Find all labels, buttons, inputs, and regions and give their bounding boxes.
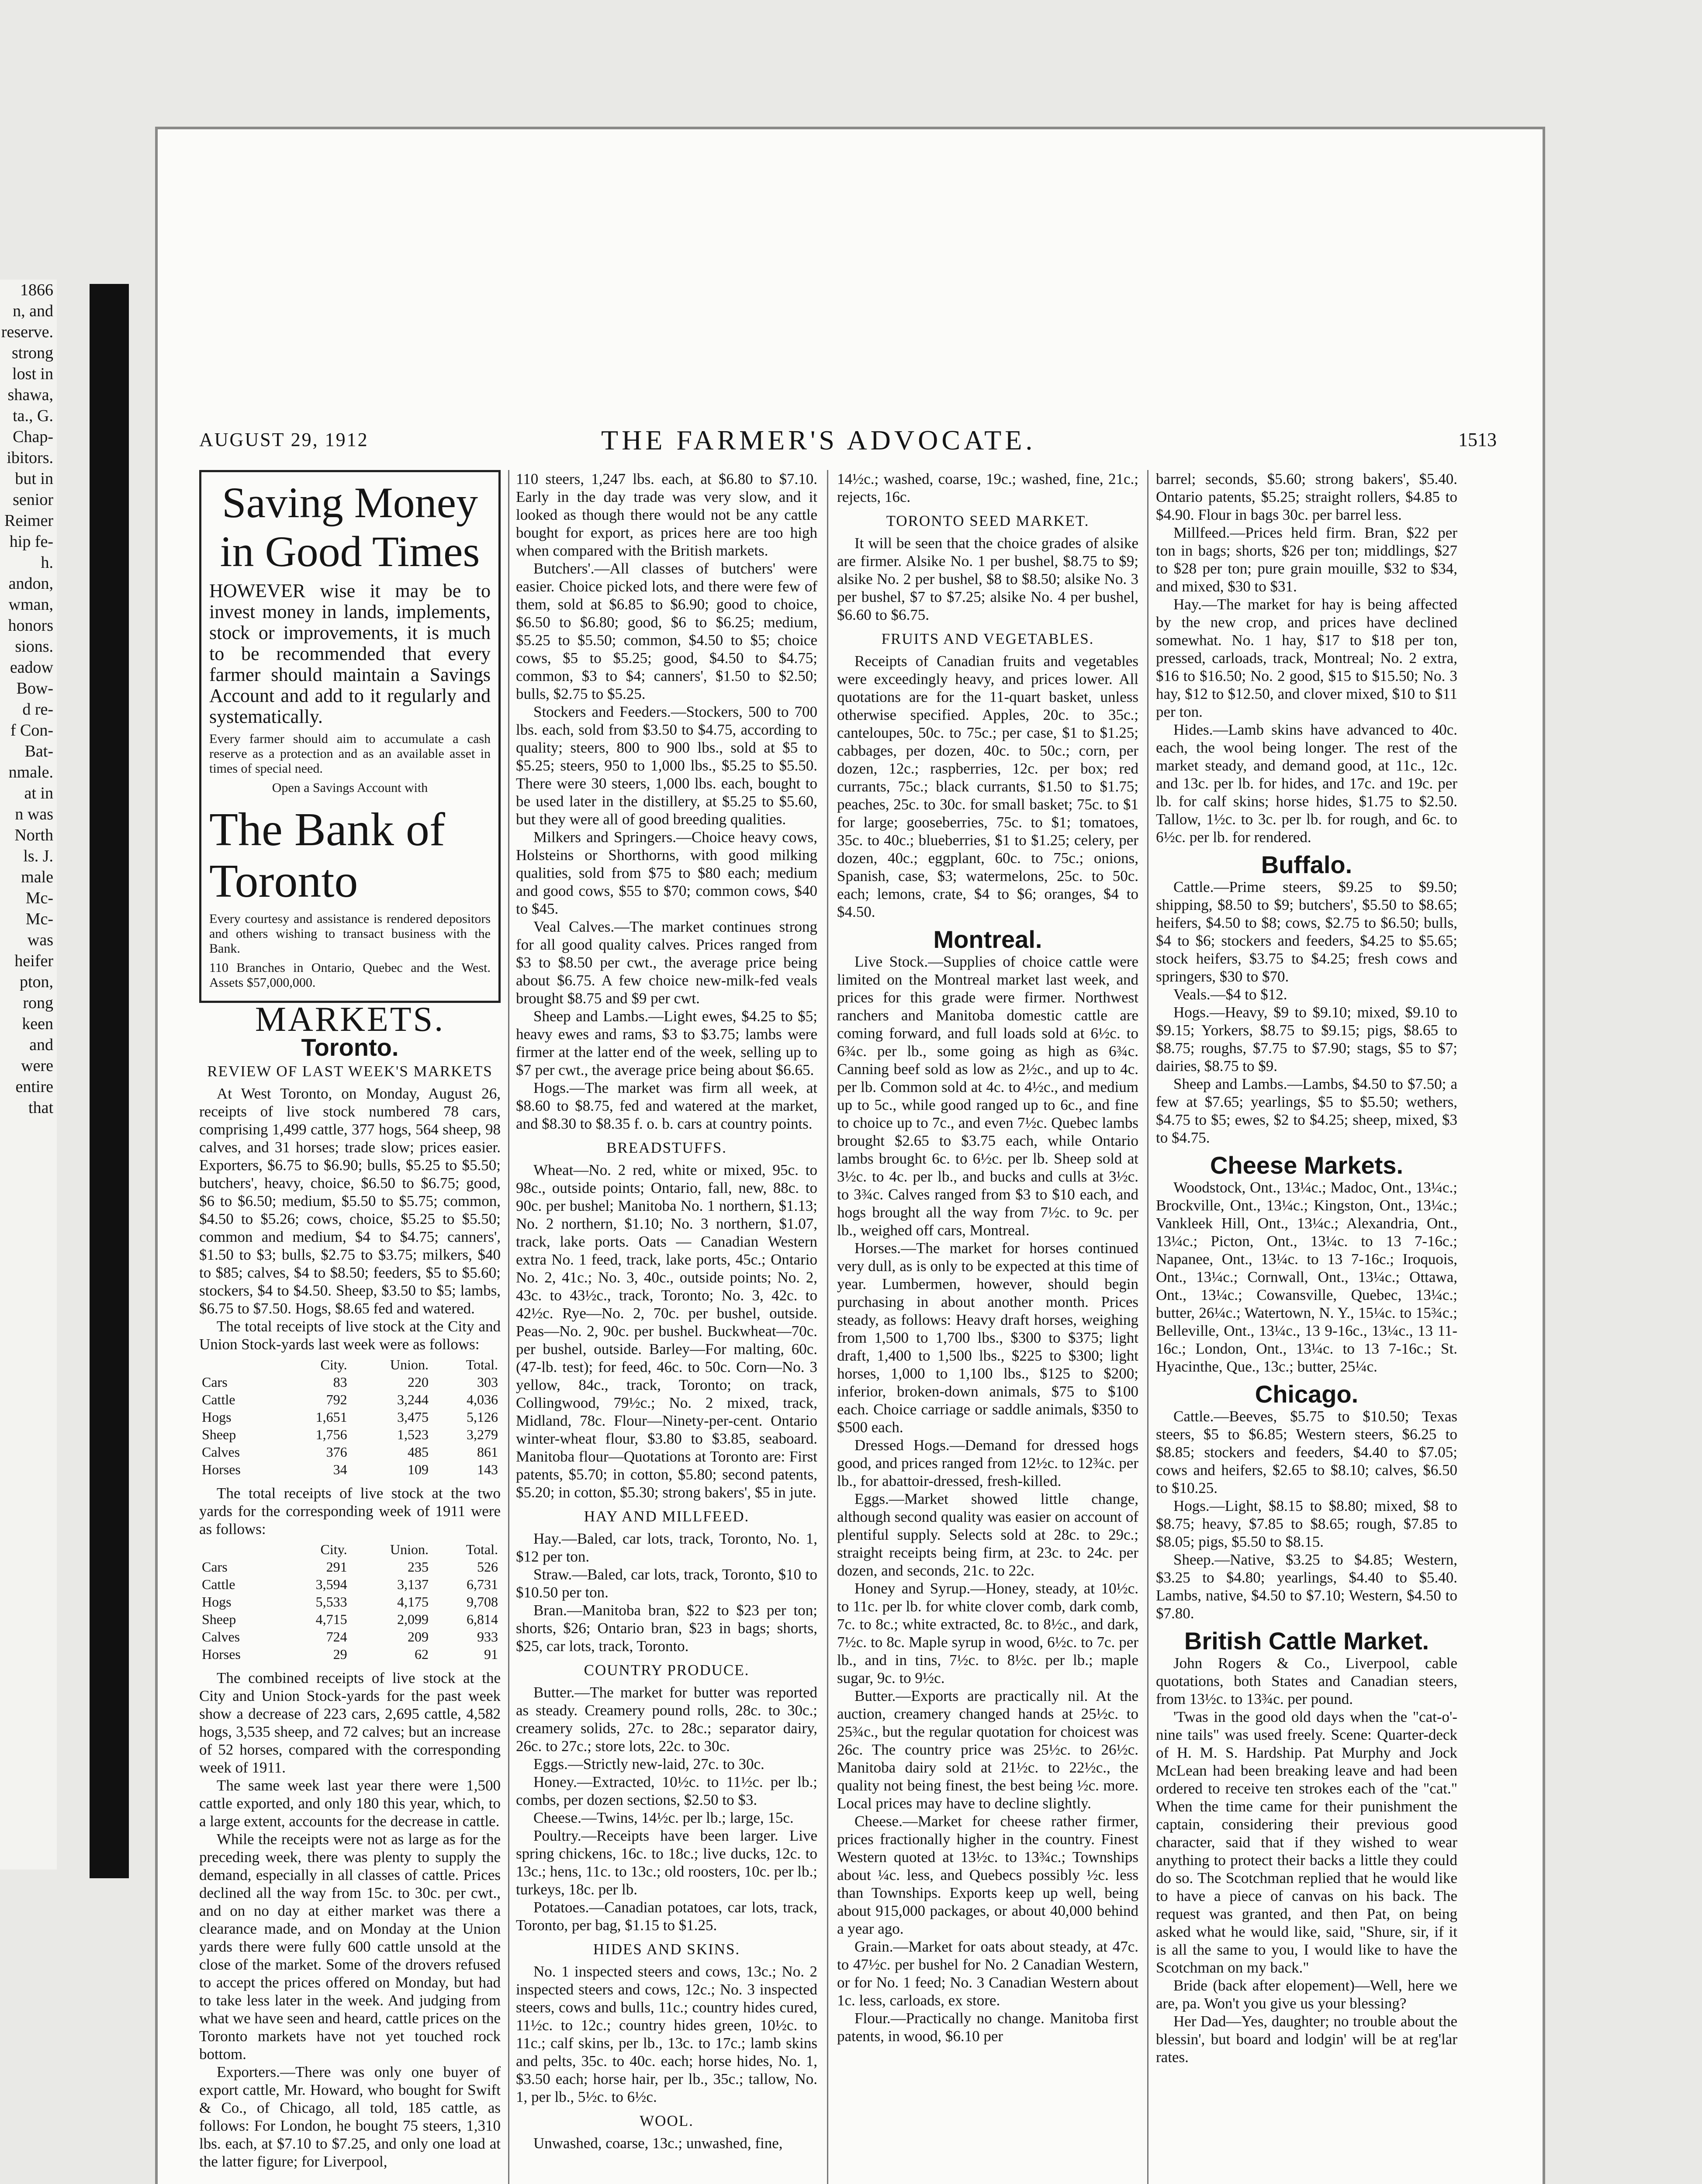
- article-paragraph: Exporters.—There was only one buyer of export cattle, Mr. Howard, who bought for Swift & Co., of Chicago, all told, 185 cattle, as follows: For London, he bought 75 steers, 1,310 lbs. each, at $7.10 to $7.25, and only one load at the latter figure; for Liverpool,: [199, 2063, 501, 2170]
- table-cell: 1,756: [315, 1427, 347, 1442]
- article-paragraph: Hay.—The market for hay is being affected by the new crop, and prices have declined somewhat. No. 1 hay, $17 to $18 per ton, pressed, carloads, track, Montreal; No. 2 extra, $16 to $16.50; No. 2 good, $15 to $15.50; No. 3 hay, $12 to $12.50, and clover mixed, $10 to $11 per ton.: [1156, 596, 1457, 720]
- table-cell: 6,731: [467, 1576, 498, 1592]
- article-paragraph: The total receipts of live stock at the two yards for the corresponding week of 1911 were as follows:: [199, 1485, 501, 1538]
- table-cell: 4,175: [397, 1594, 429, 1610]
- prev-page-line: rong: [23, 994, 53, 1012]
- article-paragraph: Hides.—Lamb skins have advanced to 40c. each, the wool being longer. The rest of the market steady, and demand good, at 11c., 12c. and 13c. per lb. for hides, and 17c. and 19c. per lb. for calf skins; horse hides, $1.75 to $2.50. Tallow, 1½c. to 3c. per lb. for rough, and 6c. to 6½c. per lb. for rendered.: [1156, 721, 1457, 846]
- column-3: [837, 470, 1138, 2045]
- prev-page-line: but in: [15, 470, 53, 488]
- table-cell: 933: [477, 1629, 498, 1645]
- article-paragraph: Poultry.—Receipts have been larger. Live spring chickens, 16c. to 18c.; live ducks, 12c. to 13c.; hens, 11c. to 13c.; old roosters, 10c. per lb.; turkeys, 18c. per lb.: [516, 1827, 817, 1898]
- book-spine: [90, 284, 129, 1878]
- prev-page-line: keen: [22, 1015, 53, 1033]
- table-cell: 3,137: [397, 1576, 429, 1592]
- table-header: Total.: [466, 1357, 498, 1372]
- table-cell: Horses: [202, 1646, 241, 1662]
- prev-page-line: pton,: [19, 973, 53, 991]
- table-cell: Cars: [202, 1374, 228, 1390]
- prev-page-line: Reimer: [4, 511, 53, 530]
- table-cell: 209: [407, 1629, 429, 1645]
- table-header: [199, 1541, 281, 1558]
- article-paragraph: Stockers and Feeders.—Stockers, 500 to 700 lbs. each, sold from $3.50 to $4.75, according to quality; steers, 800 to 900 lbs., sold at $5 to $5.25; steers, 950 to 1,000 lbs., $5.25 to $5.50. There were 30 steers, 1,000 lbs. each, bought to be used later in the distillery, at $5.25 to $5.60, but they were all of good breeding qualities.: [516, 703, 817, 828]
- table-cell: Cattle: [202, 1392, 235, 1407]
- article-paragraph: Hogs.—Light, $8.15 to $8.80; mixed, $8 to $8.75; heavy, $7.85 to $8.65; rough, $7.85 to $8.05; pigs, $5.50 to $8.15.: [1156, 1497, 1457, 1550]
- prev-page-line: andon,: [8, 574, 53, 593]
- column-1: [199, 470, 501, 2170]
- article-paragraph: Butter.—The market for butter was reported as steady. Creamery pound rolls, 28c. to 30c.; creamery solids, 27c. to 28c.; separator dairy, 26c. to 27c.; store lots, 22c. to 30c.: [516, 1684, 817, 1755]
- table-header: Total.: [466, 1541, 498, 1557]
- article-paragraph: Her Dad—Yes, daughter; no trouble about the blessin', but board and lodgin' will be at reg'lar rates.: [1156, 2013, 1457, 2066]
- page-number: 1513: [1458, 429, 1497, 450]
- previous-page-edge: [0, 280, 57, 1870]
- table-cell: 3,475: [397, 1409, 429, 1425]
- table-row: [199, 1408, 501, 1426]
- table-cell: 376: [326, 1444, 347, 1460]
- prev-page-line: at in: [24, 784, 53, 802]
- prev-page-line: senior: [13, 491, 53, 509]
- subheading: TORONTO SEED MARKET.: [886, 512, 1090, 529]
- article-paragraph: At West Toronto, on Monday, August 26, receipts of live stock numbered 78 cars, comprising 1,499 cattle, 377 hogs, 564 sheep, 98 calves, and 31 horses; trade slow; prices easier. Exporters, $6.75 to $6.90; bulls, $5.25 to $5.50; butchers', heavy, choice, $6.50 to $6.75; good, $6 to $6.50; medium, $5.50 to $5.75; common, $4.50 to $5.26; cows, choice, $5.25 to $5.50; common and medium, $4 to $4.75; canners', $1.50 to $3; bulls, $2.75 to $3.75; milkers, $40 to $85; calves, $4 to $8.50; feeders, $5 to $5.60; stockers, $4 to $4.50. Sheep, $3.50 to $5; lambs, $6.75 to $7.50. Hogs, $8.65 fed and watered.: [199, 1085, 501, 1317]
- table-cell: 303: [477, 1374, 498, 1390]
- table-cell: 62: [414, 1646, 429, 1662]
- prev-page-line: strong: [12, 344, 53, 362]
- prev-page-line: Bat-: [24, 742, 53, 760]
- article-paragraph: Straw.—Baled, car lots, track, Toronto, $10 to $10.50 per ton.: [516, 1566, 817, 1601]
- prev-page-line: nmale.: [8, 763, 53, 781]
- prev-page-line: wman,: [8, 595, 53, 614]
- table-cell: 1,523: [397, 1427, 429, 1442]
- article-paragraph: Receipts of Canadian fruits and vegetables were exceedingly heavy, and prices lower. All quotations are for the 11-quart basket, unless otherwise specified. Apples, 20c. to 35c.; canteloupes, 50c. to 75c.; per case, $1 to $1.25; cabbages, per dozen, 40c. to 50c.; corn, per dozen, 12c.; raspberries, 12c. per box; red currants, 75c.; black currants, $1.50 to $1.75; peaches, 25c. to 30c. for small basket; 75c. to $1 for large; gooseberries, 75c. to $1; tomatoes, 35c. to 40c.; blueberries, $1 to $1.25; celery, per dozen, 40c.; eggplant, 60c. to 75c.; onions, Spanish, case, $3; watermelons, 25c. to 50c. each; lemons, crate, $4 to $6; oranges, $4 to $4.50.: [837, 653, 1138, 920]
- article-paragraph: Woodstock, Ont., 13¼c.; Madoc, Ont., 13¼c.; Brockville, Ont., 13¼c.; Kingston, Ont., 13¼c.; Vankleek Hill, Ont., 13¼c.; Alexandria, Ont., 13¼c.; Picton, Ont., 13¼c. to 13 7-16c.; Napanee, Ont., 13¼c. to 13 7-16c.; Iroquois, Ont., 13¼c.; Cornwall, Ont., 13¼c.; Ottawa, Ont., 13¼c.; Cowansville, Quebec, 13¼c.; butter, 26¼c.; Watertown, N. Y., 15¼c. to 15¾c.; Belleville, Ont., 13¼c., 13 9-16c., 13¼c., 13 11-16c.; London, Ont., 13¼c. to 13 7-16c.; St. Hyacinthe, Que., 13c.; butter, 25¼c.: [1156, 1179, 1457, 1375]
- article-paragraph: Milkers and Springers.—Choice heavy cows, Holsteins or Shorthorns, with good milking qualities, sold from $75 to $80 each; medium and good cows, $55 to $70; common cows, $40 to $45.: [516, 829, 817, 917]
- table-cell: 3,594: [315, 1576, 347, 1592]
- article-paragraph: Millfeed.—Prices held firm. Bran, $22 per ton in bags; shorts, $26 per ton; middlings, $27 to $28 per ton; pure grain mouille, $32 to $34, and mixed, $30 to $31.: [1156, 524, 1457, 595]
- receipts-table-1911: [199, 1541, 501, 1663]
- article-paragraph: Sheep and Lambs.—Lambs, $4.50 to $7.50; a few at $7.65; yearlings, $5 to $5.50; wethers, $4.75 to $5; ewes, $2 to $4.25; sheep, mixed, $3 to $4.75.: [1156, 1075, 1457, 1146]
- article-paragraph: While the receipts were not as large as for the preceding week, there was plenty to supply the demand, especially in all classes of cattle. Prices declined all the way from 15c. to 30c. per cwt., and on no day at either market was there a clearance made, and on Monday at the Union yards there were fully 600 cattle unsold at the close of the market. Some of the drovers refused to accept the prices offered on Monday, but had to take less later in the week. And judging from what we have seen and heard, cattle prices on the Toronto markets have not yet touched rock bottom.: [199, 1831, 501, 2063]
- ad-headline: Saving Money in Good Times: [220, 478, 480, 576]
- table-cell: 5,126: [467, 1409, 498, 1425]
- prev-page-line: entire: [15, 1078, 53, 1096]
- article-paragraph: Sheep and Lambs.—Light ewes, $4.25 to $5; heavy ewes and rams, $3 to $3.75; lambs were firmer at the latter end of the week, selling up to $7 per cwt., the average price being about $6.65.: [516, 1008, 817, 1078]
- table-cell: 861: [477, 1444, 498, 1460]
- table-header: [199, 1356, 281, 1373]
- column-rule: [1147, 470, 1149, 2184]
- article-paragraph: barrel; seconds, $5.60; strong bakers', $5.40. Ontario patents, $5.25; straight rollers, $4.85 to $4.90. Flour in bags 30c. per barrel less.: [1156, 470, 1457, 523]
- table-cell: 3,244: [397, 1392, 429, 1407]
- table-cell: 83: [333, 1374, 347, 1390]
- article-paragraph: 'Twas in the good old days when the "cat-o'-nine tails" was used freely. Scene: Quarter-deck of H. M. S. Hardship. Pat Murphy and Jock McLean had been breaking leave and had been ordered to receive ten strokes each of the "cat." When the time came for their punishment the captain, considering their previous good character, said that if they wished to wear anything to protect their backs a little they could do so. The Scotchman replied that he would like to have a piece of canvas on his back. The request was granted, and then Pat, on being asked what he would like, said, "Shure, sir, if it is all the same to you, I would like to have the Scotchman on my back.": [1156, 1708, 1457, 1976]
- table-cell: 34: [333, 1462, 347, 1477]
- table-cell: 792: [326, 1392, 347, 1407]
- ad-lead: HOWEVER wise it may be to invest money in lands, implements, stock or improvements, it is much to be recommended that every farmer should maintain a Savings Account and add to it regularly and systematically.: [209, 580, 491, 727]
- article-paragraph: Hogs.—The market was firm all week, at $8.60 to $8.75, fed and watered at the market, and $8.30 to $8.35 f. o. b. cars at country points.: [516, 1079, 817, 1132]
- table-row: [199, 1391, 501, 1408]
- prev-page-line: Chap-: [13, 428, 53, 446]
- article-paragraph: Butchers'.—All classes of butchers' were easier. Choice picked lots, and there were few of them, sold at $6.85 to $6.90; good to choice, $6.50 to $6.80; good, $6 to $6.25; medium, $5.25 to $5.50; common, $4.50 to $5; choice cows, $5 to $5.25; good, $4.50 to $4.75; common, $3 to $4; canners', $1.50 to $2.50; bulls, $2.75 to $5.25.: [516, 560, 817, 702]
- prev-page-line: honors: [8, 616, 53, 635]
- column-rule: [508, 470, 509, 2184]
- table-cell: Calves: [202, 1629, 240, 1645]
- article-paragraph: It will be seen that the choice grades of alsike are firmer. Alsike No. 1 per bushel, $8.75 to $9; alsike No. 2 per bushel, $8 to $8.50; alsike No. 3 per bushel, $7 to $7.25; alsike No. 4 per bushel, $6.60 to $6.75.: [837, 535, 1138, 623]
- article-paragraph: The total receipts of live stock at the City and Union Stock-yards last week were as follows:: [199, 1318, 501, 1353]
- subheading: BREADSTUFFS.: [606, 1139, 727, 1156]
- table-cell: Hogs: [202, 1594, 232, 1610]
- column-4: [1156, 470, 1457, 2066]
- prev-page-line: was: [27, 931, 53, 949]
- article-paragraph: John Rogers & Co., Liverpool, cable quotations, both States and Canadian steers, from 13½c. to 13¾c. per pound.: [1156, 1655, 1457, 1707]
- table-cell: 1,651: [315, 1409, 347, 1425]
- article-paragraph: Cheese.—Market for cheese rather firmer, prices fractionally higher in the country. Finest Western quoted at 13½c. to 13¾c.; Townships about ¼c. less, and Quebecs possibly ½c. less than Townships. Exports keep up well, being about 915,000 packages, or about 40,000 behind a year ago.: [837, 1813, 1138, 1937]
- article-paragraph: Horses.—The market for horses continued very dull, as is only to be expected at this time of year. Lumbermen, however, should begin purchasing in about another month. Prices steady, as follows: Heavy draft horses, weighing from 1,500 to 1,700 lbs., $300 to $375; light draft, 1,400 to 1,500 lbs., $225 to $300; light horses, 1,000 to 1,100 lbs., $125 to $200; inferior, broken-down animals, $75 to $100 each. Choice carriage or saddle animals, $350 to $500 each.: [837, 1240, 1138, 1436]
- article-paragraph: Wheat—No. 2 red, white or mixed, 95c. to 98c., outside points; Ontario, fall, new, 88c. to 90c. per bushel; Manitoba No. 1 northern, $1.13; No. 2 northern, $1.10; No. 3 northern, $1.07, track, lake ports. Oats — Canadian Western extra No. 1 feed, track, lake ports, 45c.; Ontario No. 2, 41c.; No. 3, 40c., outside points; No. 2, 43c. to 43½c., track, Toronto; No. 3, 42c. to 42½c. Rye—No. 2, 70c. per bushel, outside. Peas—No. 2, 90c. per bushel. Buckwheat—70c. per bushel, outside. Barley—For malting, 60c. (47-lb. test); for feed, 46c. to 50c. Corn—No. 3 yellow, 84c., track, Toronto; on track, Collingwood, 79½c.; No. 2 mixed, track, Midland, 78c. Flour—Ninety-per-cent. Ontario winter-wheat flour, $3.80 to $3.85, seaboard. Manitoba flour—Quotations at Toronto are: First patents, $5.70; in cotton, $5.80; second patents, $5.20; in cotton, $5.30; strong bakers', $5 in jute.: [516, 1161, 817, 1501]
- ad-paragraph: Open a Savings Account with: [272, 781, 428, 795]
- table-cell: Sheep: [202, 1427, 236, 1442]
- column-rule: [827, 470, 828, 2184]
- prev-page-line: male: [21, 868, 53, 886]
- subheading: REVIEW OF LAST WEEK'S MARKETS: [207, 1063, 493, 1080]
- subheading: FRUITS AND VEGETABLES.: [881, 630, 1094, 647]
- table-row: [199, 1645, 501, 1663]
- table-row: [199, 1443, 501, 1461]
- table-cell: Calves: [202, 1444, 240, 1460]
- table-cell: Hogs: [202, 1409, 232, 1425]
- bank-advertisement: [199, 470, 501, 1003]
- market-heading: Chicago.: [1255, 1380, 1359, 1408]
- article-paragraph: 14½c.; washed, coarse, 19c.; washed, fine, 21c.; rejects, 16c.: [837, 470, 1138, 505]
- issue-date: AUGUST 29, 1912: [199, 429, 369, 450]
- prev-page-line: reserve.: [1, 323, 53, 341]
- table-row: [199, 1461, 501, 1478]
- article-paragraph: Hogs.—Heavy, $9 to $9.10; mixed, $9.10 to $9.15; Yorkers, $8.75 to $9.15; pigs, $8.65 to $8.75; roughs, $7.75 to $7.90; stags, $5 to $7; dairies, $8.75 to $9.: [1156, 1004, 1457, 1075]
- article-paragraph: Honey.—Extracted, 10½c. to 11½c. per lb.; combs, per dozen sections, $2.50 to $3.: [516, 1773, 817, 1808]
- prev-page-line: ibitors.: [7, 449, 53, 467]
- table-cell: 109: [407, 1462, 429, 1477]
- market-heading: Buffalo.: [1261, 851, 1353, 878]
- prev-page-line: sions.: [15, 637, 53, 656]
- prev-page-line: were: [21, 1057, 53, 1075]
- table-row: [199, 1628, 501, 1645]
- market-heading: British Cattle Market.: [1184, 1627, 1429, 1655]
- prev-page-line: lost in: [12, 365, 53, 383]
- prev-page-line: and: [29, 1036, 53, 1054]
- table-cell: 235: [407, 1559, 429, 1575]
- article-paragraph: Live Stock.—Supplies of choice cattle were limited on the Montreal market last week, and prices for this grade were firmer. Northwest ranchers and Manitoba domestic cattle are coming forward, and full loads sold at 6½c. to 6¾c. per lb., some going as high as 6¾c. Canning beef sold as low as 2½c., and up to 4c. per lb. Common sold at 4c. to 4½c., and medium up to 5c., while good ranged up to 6c., and fine to choice up to 7c., and even 7½c. Quebec lambs brought $2.65 to $3.75 each, while Ontario lambs brought 6c. to 6½c. per lb. Sheep sold at 3½c. to 4c. per lb., and bucks and culls at 3½c. to 3¾c. Calves ranged from $3 to $10 each, and hogs brought all the way from 7½c. to 9c. per lb., weighed off cars, Montreal.: [837, 953, 1138, 1239]
- article-paragraph: Cheese.—Twins, 14½c. per lb.; large, 15c.: [533, 1809, 794, 1826]
- article-paragraph: Hay.—Baled, car lots, track, Toronto, No. 1, $12 per ton.: [516, 1530, 817, 1565]
- newspaper-page: [155, 127, 1545, 2184]
- column-2: [516, 470, 817, 2152]
- table-cell: Horses: [202, 1462, 241, 1477]
- article-paragraph: Sheep.—Native, $3.25 to $4.85; Western, $3.25 to $4.80; yearlings, $4.40 to $5.40. Lambs, native, $4.50 to $7.10; Western, $4.50 to $7.80.: [1156, 1551, 1457, 1622]
- table-cell: 485: [407, 1444, 429, 1460]
- prev-page-line: heifer: [14, 952, 53, 970]
- table-cell: 91: [484, 1646, 498, 1662]
- receipts-table-1912: [199, 1356, 501, 1478]
- section-title: MARKETS.: [255, 1000, 445, 1039]
- prev-page-line: North: [14, 826, 53, 844]
- article-paragraph: Grain.—Market for oats about steady, at 47c. to 47½c. per bushel for No. 2 Canadian Western, or for No. 1 feed; No. 3 Canadian Western about 1c. less, carloads, ex store.: [837, 1938, 1138, 2009]
- article-paragraph: Veal Calves.—The market continues strong for all good quality calves. Prices ranged from $3 to $8.50 per cwt., the average price being about $6.75. A few choice new-milk-fed veals brought $8.75 and $9 per cwt.: [516, 918, 817, 1007]
- prev-page-line: Bow-: [16, 679, 53, 698]
- table-cell: 526: [477, 1559, 498, 1575]
- table-cell: 2,099: [397, 1611, 429, 1627]
- article-paragraph: Flour.—Practically no change. Manitoba first patents, in wood, $6.10 per: [837, 2010, 1138, 2045]
- table-cell: 724: [326, 1629, 347, 1645]
- article-paragraph: Veals.—$4 to $12.: [1173, 986, 1287, 1003]
- table-row: [199, 1593, 501, 1610]
- prev-page-line: 1866: [20, 281, 53, 299]
- table-row: [199, 1610, 501, 1628]
- table-cell: 4,036: [467, 1392, 498, 1407]
- ad-paragraph: Every farmer should aim to accumulate a cash reserve as a protection and as an available asset in times of special need.: [209, 732, 491, 776]
- article-paragraph: Bran.—Manitoba bran, $22 to $23 per ton; shorts, $26; Ontario bran, $23 in bags; shorts, $25, car lots, track, Toronto.: [516, 1602, 817, 1655]
- table-cell: Cattle: [202, 1576, 235, 1592]
- table-header-row: [199, 1356, 501, 1373]
- subheading: COUNTRY PRODUCE.: [584, 1662, 750, 1679]
- bank-name: The Bank of Toronto: [209, 804, 445, 907]
- article-paragraph: Eggs.—Market showed little change, although second quality was easier on account of plentiful supply. Selects sold at 28c. to 29c.; straight receipts being firm, at 23c. to 24c. per dozen, and seconds, 21c. to 22c.: [837, 1490, 1138, 1579]
- table-cell: 3,279: [467, 1427, 498, 1442]
- market-heading: Toronto.: [301, 1033, 399, 1061]
- table-cell: 9,708: [467, 1594, 498, 1610]
- table-header-row: [199, 1541, 501, 1558]
- ad-paragraph: 110 Branches in Ontario, Quebec and the West. Assets $57,000,000.: [209, 961, 491, 990]
- table-header: Union.: [390, 1541, 429, 1557]
- article-paragraph: 110 steers, 1,247 lbs. each, at $6.80 to $7.10. Early in the day trade was very slow, and it looked as though there would not be any cattle bought for export, as prices here are too high when compared with the British markets.: [516, 470, 817, 559]
- table-cell: Cars: [202, 1559, 228, 1575]
- article-paragraph: Cattle.—Beeves, $5.75 to $10.50; Texas steers, $5 to $6.85; Western steers, $6.25 to $8.85; stockers and feeders, $4.40 to $7.05; cows and heifers, $2.65 to $8.10; calves, $6.50 to $10.25.: [1156, 1408, 1457, 1496]
- prev-page-line: f Con-: [10, 721, 53, 740]
- prev-page-line: n was: [15, 805, 53, 823]
- prev-page-line: hip fe-: [9, 532, 53, 551]
- prev-page-line: h.: [41, 553, 53, 572]
- article-paragraph: Honey and Syrup.—Honey, steady, at 10½c. to 11c. per lb. for white clover comb, dark comb, 7c. to 8c.; white extracted, 8c. to 8½c., and dark, 7½c. to 8c. Maple syrup in wood, 6½c. to 7c. per lb., and in tins, 7½c. to 8½c. per lb.; maple sugar, 9c. to 9½c.: [837, 1580, 1138, 1686]
- prev-page-line: that: [28, 1099, 53, 1117]
- publication-title: THE FARMER'S ADVOCATE.: [601, 425, 1036, 456]
- prev-page-line: Mc-: [25, 910, 53, 928]
- table-cell: 4,715: [315, 1611, 347, 1627]
- prev-page-line: n, and: [13, 302, 53, 320]
- prev-page-line: shawa,: [7, 386, 53, 404]
- market-heading: Cheese Markets.: [1210, 1151, 1403, 1179]
- prev-page-line: Mc-: [25, 889, 53, 907]
- table-header: Union.: [390, 1357, 429, 1372]
- table-row: [199, 1373, 501, 1391]
- table-cell: 291: [326, 1559, 347, 1575]
- article-paragraph: Potatoes.—Canadian potatoes, car lots, track, Toronto, per bag, $1.15 to $1.25.: [516, 1899, 817, 1934]
- article-paragraph: Cattle.—Prime steers, $9.25 to $9.50; shipping, $8.50 to $9; butchers', $5.50 to $8.65; heifers, $4.50 to $8; cows, $2.75 to $6.50; bulls, $4 to $6; stockers and feeders, $4.25 to $5.65; stock heifers, $3.75 to $4.25; fresh cows and springers, $30 to $70.: [1156, 878, 1457, 985]
- article-paragraph: No. 1 inspected steers and cows, 13c.; No. 2 inspected steers and cows, 12c.; No. 3 inspected steers, cows and bulls, 11c.; country hides cured, 11½c. to 12c.; country hides green, 10½c. to 11c.; calf skins, per lb., 13c. to 17c.; lamb skins and pelts, 35c. to 40c. each; horse hides, No. 1, $3.50 each; horse hair, per lb., 35c.; tallow, No. 1, per lb., 5½c. to 6½c.: [516, 1963, 817, 2105]
- article-paragraph: Butter.—Exports are practically nil. At the auction, creamery changed hands at 25½c. to 25¾c., but the regular quotation for choicest was 26c. The country price was 25½c. to 26½c. Manitoba dairy sold at 21½c. to 22½c., the quality not being finest, the best being ½c. more. Local prices may have to decline slightly.: [837, 1687, 1138, 1812]
- prev-page-line: eadow: [10, 658, 53, 677]
- page-header: [199, 424, 1497, 459]
- table-header: City.: [320, 1541, 347, 1557]
- table-cell: 5,533: [315, 1594, 347, 1610]
- article-paragraph: The same week last year there were 1,500 cattle exported, and only 180 this year, which, to a large extent, accounts for the decrease in cattle.: [199, 1777, 501, 1830]
- subheading: HIDES AND SKINS.: [593, 1941, 740, 1958]
- market-heading: Montreal.: [933, 926, 1042, 953]
- subheading: HAY AND MILLFEED.: [584, 1508, 750, 1525]
- table-row: [199, 1576, 501, 1593]
- article-paragraph: The combined receipts of live stock at the City and Union Stock-yards for the past week show a decrease of 223 cars, 2,695 cattle, 4,582 hogs, 3,535 sheep, and 72 calves; but an increase of 52 horses, compared with the corresponding week of 1911.: [199, 1669, 501, 1776]
- table-header: City.: [320, 1357, 347, 1372]
- table-cell: 143: [477, 1462, 498, 1477]
- ad-paragraph: Every courtesy and assistance is rendered depositors and others wishing to transact business with the Bank.: [209, 912, 491, 956]
- article-paragraph: Eggs.—Strictly new-laid, 27c. to 30c.: [533, 1755, 765, 1773]
- table-cell: 220: [407, 1374, 429, 1390]
- article-paragraph: Dressed Hogs.—Demand for dressed hogs good, and prices ranged from 12½c. to 12¾c. per lb., for abattoir-dressed, fresh-killed.: [837, 1437, 1138, 1489]
- prev-page-line: ls. J.: [23, 847, 53, 865]
- prev-page-line: ta., G.: [13, 407, 53, 425]
- prev-page-line: d re-: [22, 700, 53, 719]
- article-paragraph: Unwashed, coarse, 13c.; unwashed, fine,: [533, 2135, 783, 2152]
- table-row: [199, 1558, 501, 1576]
- table-cell: 29: [333, 1646, 347, 1662]
- table-row: [199, 1426, 501, 1443]
- subheading: WOOL.: [640, 2112, 694, 2129]
- article-paragraph: Bride (back after elopement)—Well, here we are, pa. Won't you give us your blessing?: [1156, 1977, 1457, 2012]
- table-cell: Sheep: [202, 1611, 236, 1627]
- table-cell: 6,814: [467, 1611, 498, 1627]
